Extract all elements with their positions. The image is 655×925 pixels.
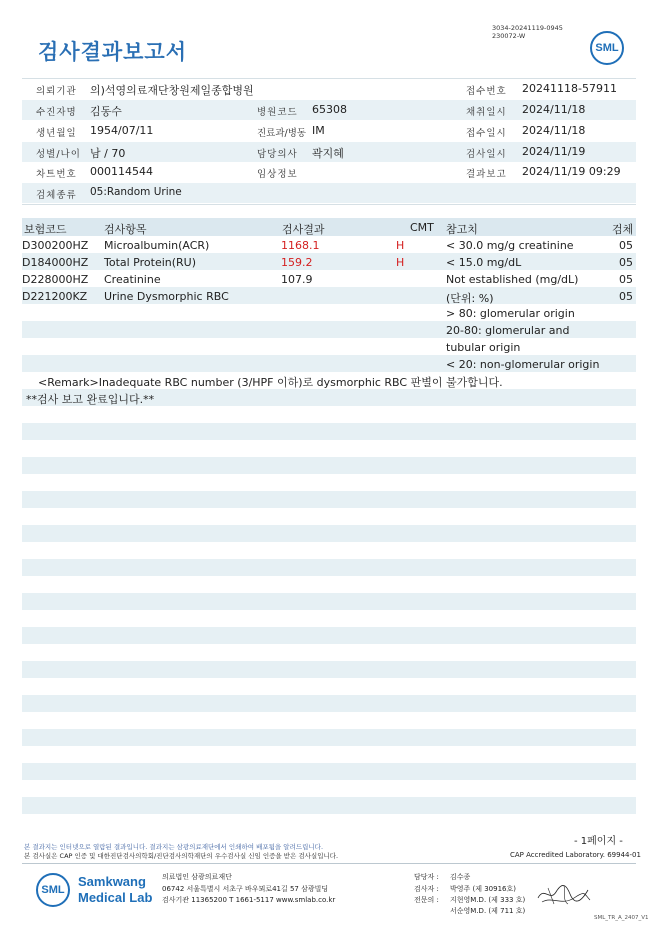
row-band — [22, 627, 636, 644]
report-complete-text: **검사 보고 완료입니다.** — [26, 393, 155, 406]
info-row-institution — [22, 79, 636, 99]
row-specimen: 05 — [619, 256, 633, 269]
row-item: Urine Dysmorphic RBC — [104, 290, 229, 303]
header-insurance-code: 보험코드 — [24, 223, 67, 236]
doctor-label: 담당의사 — [257, 149, 298, 160]
row-band — [22, 525, 636, 542]
row-band — [22, 559, 636, 576]
row-band — [22, 729, 636, 746]
specialist-name-1: 지현영M.D. (제 333 호) — [450, 896, 526, 904]
row-band — [22, 491, 636, 508]
reference-note-line: > 80: glomerular origin — [446, 307, 575, 320]
row-code: D228000HZ — [22, 273, 89, 286]
row-band — [22, 695, 636, 712]
reference-note-line: 20-80: glomerular and — [446, 324, 570, 337]
footer-note-internet: 본 결과지는 인터넷으로 열람된 결과입니다. 결과지는 삼광의료재단에서 인쇄하여 배포됨을 알려드립니다. — [24, 843, 324, 851]
row-item: Microalbumin(ACR) — [104, 239, 210, 252]
name-label: 수진자명 — [36, 107, 77, 118]
divider — [22, 204, 636, 205]
dept-value: IM — [312, 124, 325, 137]
header-cmt: CMT — [410, 221, 434, 234]
sml-logo — [590, 31, 624, 65]
row-code: D300200HZ — [22, 239, 89, 252]
hospital-code-value: 65308 — [312, 103, 347, 116]
staff-name: 김수종 — [450, 873, 471, 881]
report-date-label: 결과보고 — [466, 169, 507, 180]
birth-value: 1954/07/11 — [90, 124, 154, 137]
sml-footer-logo-text: SML — [41, 884, 65, 896]
specialist-label: 전문의 : — [414, 896, 439, 904]
specimen-type-value: 05:Random Urine — [90, 186, 182, 198]
staff-label: 담당자 : — [414, 873, 439, 881]
remark-text: <Remark>Inadequate RBC number (3/HPF 이하)로 dysmorphic RBC 판별이 불가합니다. — [38, 376, 503, 389]
collect-date-value: 2024/11/18 — [522, 103, 586, 116]
test-date-value: 2024/11/19 — [522, 145, 586, 158]
receipt-no-value: 20241118-57911 — [522, 82, 617, 95]
chart-no-label: 차트번호 — [36, 169, 77, 180]
info-row-specimen — [22, 183, 636, 203]
name-value: 김동수 — [90, 105, 122, 118]
cap-accreditation: CAP Accredited Laboratory. 69944-01 — [510, 851, 641, 859]
header-reference: 참고치 — [446, 223, 478, 236]
hospital-code-label: 병원코드 — [257, 107, 298, 118]
institution-value: 의)석영의료재단창원제일종합병원 — [90, 84, 254, 97]
row-code: D221200KZ — [22, 290, 88, 303]
page-number: - 1페이지 - — [574, 836, 623, 847]
reference-note-line: tubular origin — [446, 341, 521, 354]
document-code-line1: 3034-20241119-0945 — [492, 24, 563, 32]
row-result: 1168.1 — [281, 239, 320, 252]
row-band — [22, 763, 636, 780]
lab-name — [78, 874, 152, 906]
signature-image — [536, 880, 592, 910]
document-code — [492, 24, 563, 40]
info-row-name — [22, 100, 636, 120]
page-title: 검사결과보고서 — [38, 40, 188, 64]
specimen-type-label: 검체종류 — [36, 190, 77, 201]
sml-logo-text: SML — [595, 42, 619, 54]
row-specimen: 05 — [619, 290, 633, 303]
form-code: SML_TR_A_2407_V1 — [594, 915, 649, 921]
institution-label: 의뢰기관 — [36, 86, 77, 97]
test-date-label: 검사일시 — [466, 149, 507, 160]
row-band — [22, 423, 636, 440]
document-code-line2: 230072-W — [492, 32, 526, 40]
row-band — [22, 797, 636, 814]
lab-name-line2: Medical Lab — [78, 890, 153, 905]
chart-no-value: 000114544 — [90, 165, 153, 178]
row-result: 159.2 — [281, 256, 313, 269]
sml-footer-logo — [36, 873, 70, 907]
collect-date-label: 채취일시 — [466, 107, 507, 118]
info-row-sex-age — [22, 142, 636, 162]
row-flag: H — [396, 256, 405, 269]
receive-date-value: 2024/11/18 — [522, 124, 586, 137]
footer-divider — [22, 863, 636, 864]
lab-org: 의료법인 삼광의료재단 — [162, 873, 232, 881]
row-code: D184000HZ — [22, 256, 89, 269]
examiner-name: 박영주 (제 30916호) — [450, 885, 516, 893]
footer-note-certification: 본 검사실은 CAP 인증 및 대한진단검사의학회/진단검사의학재단의 우수검사실 신임 인증을 받은 검사실입니다. — [24, 852, 339, 860]
birth-label: 생년월일 — [36, 128, 77, 139]
row-reference: (단위: %) — [446, 292, 494, 305]
info-row-birth — [22, 121, 636, 141]
receipt-no-label: 접수번호 — [466, 86, 507, 97]
row-band — [22, 457, 636, 474]
receive-date-label: 접수일시 — [466, 128, 507, 139]
row-result: 107.9 — [281, 273, 313, 286]
row-item: Total Protein(RU) — [104, 256, 197, 269]
row-band — [22, 661, 636, 678]
specialist-name-2: 서순영M.D. (제 711 호) — [450, 907, 526, 915]
header-specimen: 검체 — [612, 223, 634, 236]
row-specimen: 05 — [619, 273, 633, 286]
row-band — [22, 593, 636, 610]
sex-age-value: 남 / 70 — [90, 147, 126, 160]
lab-contact: 검사기관 11365200 T 1661-5117 www.smlab.co.kr — [162, 896, 336, 904]
header-test-item: 검사항목 — [104, 223, 147, 236]
row-flag: H — [396, 239, 405, 252]
row-reference: < 30.0 mg/g creatinine — [446, 239, 574, 252]
clinical-label: 임상정보 — [257, 169, 298, 180]
doctor-value: 곽지혜 — [312, 147, 344, 160]
results-table-header — [22, 218, 636, 236]
row-reference: Not established (mg/dL) — [446, 273, 579, 286]
row-item: Creatinine — [104, 273, 161, 286]
row-specimen: 05 — [619, 239, 633, 252]
reference-note-line: < 20: non-glomerular origin — [446, 358, 600, 371]
examiner-label: 검사자 : — [414, 885, 439, 893]
lab-address: 06742 서울특별시 서초구 바우뫼로41길 57 삼광빌딩 — [162, 885, 329, 893]
row-reference: < 15.0 mg/dL — [446, 256, 522, 269]
info-row-chart — [22, 162, 636, 182]
header-result: 검사결과 — [282, 223, 325, 236]
sex-age-label: 성별/나이 — [36, 149, 81, 160]
dept-label: 진료과/병동 — [257, 128, 307, 139]
lab-name-line1: Samkwang — [78, 874, 146, 889]
report-date-value: 2024/11/19 09:29 — [522, 165, 621, 178]
